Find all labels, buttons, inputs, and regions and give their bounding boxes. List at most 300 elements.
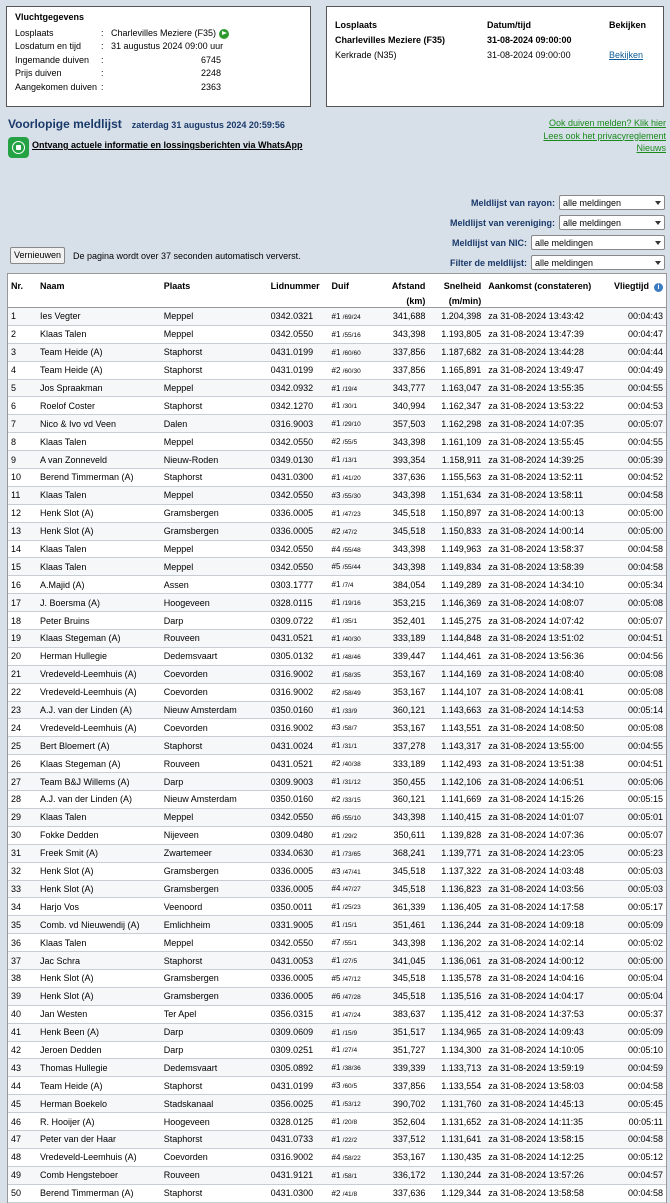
duif-rank: #1: [331, 920, 341, 930]
row-nr: 39: [11, 991, 22, 1002]
row-duif: [332, 884, 382, 893]
row-aankomst: za 31-08-2024 14:23:05: [488, 848, 584, 859]
row-snelheid: 1.149,963: [441, 544, 482, 555]
row-afstand: 345,518: [392, 973, 426, 984]
row-snelheid: 1.165,891: [441, 365, 482, 376]
row-duif: [332, 634, 382, 643]
row-vliegtijd: 00:04:58: [627, 1188, 663, 1199]
table-row: [8, 988, 666, 1006]
row-duif: [332, 437, 382, 446]
table-row: [8, 415, 666, 433]
row-lidnummer: 0305.0892: [270, 1062, 314, 1073]
row-nr: 25: [11, 740, 22, 751]
row-naam: Team Heide (A): [39, 365, 103, 376]
row-aankomst: za 31-08-2024 14:10:05: [488, 1044, 584, 1055]
row-afstand: 343,398: [392, 436, 426, 447]
row-aankomst: za 31-08-2024 13:49:47: [488, 365, 584, 376]
row-aankomst: za 31-08-2024 13:58:11: [488, 490, 584, 501]
row-vliegtijd: 00:04:47: [627, 329, 663, 340]
row-snelheid: 1.150,833: [441, 526, 482, 537]
duif-rank: #1: [331, 1170, 341, 1180]
row-lidnummer: 0303.1777: [270, 579, 314, 590]
col-afstand-unit: (km): [406, 296, 426, 306]
flight-info-row: Aangekomen duiven : 2363: [15, 81, 221, 92]
row-aankomst: za 31-08-2024 14:00:14: [488, 526, 584, 537]
row-snelheid: 1.139,828: [441, 830, 482, 841]
row-naam: Freek Smit (A): [39, 848, 98, 859]
row-lidnummer: 0350.0011: [270, 901, 313, 912]
col-snelheid[interactable]: [425, 274, 481, 307]
duif-detail: /55/1: [342, 940, 358, 948]
page-title-text: Voorlopige meldlijst: [8, 117, 122, 131]
row-nr: 20: [11, 651, 22, 662]
row-plaats: Darp: [163, 1044, 184, 1055]
row-plaats: Stadskanaal: [163, 1098, 214, 1109]
table-row: [8, 1185, 666, 1203]
table-row: [8, 1077, 666, 1095]
row-aankomst: za 31-08-2024 13:55:35: [488, 383, 584, 393]
row-duif: [332, 419, 382, 428]
row-nr: 24: [11, 722, 22, 733]
label: Ingemande duiven: [15, 54, 90, 65]
row-aankomst: za 31-08-2024 14:00:13: [488, 508, 584, 519]
row-afstand: 341,688: [392, 311, 426, 322]
row-naam: Klaas Talen: [39, 436, 87, 447]
duif-rank: #2: [331, 759, 341, 769]
row-aankomst: za 31-08-2024 14:01:07: [488, 812, 584, 823]
whatsapp-icon[interactable]: [8, 137, 29, 158]
row-aankomst: za 31-08-2024 13:43:42: [488, 311, 584, 322]
row-plaats: Staphorst: [163, 955, 203, 966]
row-plaats: Gramsbergen: [163, 508, 219, 519]
duif-rank: #1: [331, 311, 341, 321]
row-plaats: Coevorden: [163, 722, 208, 733]
row-snelheid: 1.143,551: [441, 722, 482, 733]
row-vliegtijd: 00:04:56: [627, 651, 663, 662]
row-snelheid: 1.131,641: [441, 1134, 482, 1145]
value: 6745: [200, 54, 221, 65]
row-aankomst: za 31-08-2024 13:51:02: [488, 633, 584, 644]
row-snelheid: 1.155,563: [441, 472, 482, 483]
row-naam: Herman Hullegie: [39, 651, 107, 662]
row-aankomst: za 31-08-2024 14:03:48: [488, 866, 584, 877]
table-row: [8, 362, 666, 380]
row-aankomst: za 31-08-2024 14:08:40: [488, 669, 584, 680]
duif-rank: #2: [331, 687, 341, 697]
row-nr: 3: [11, 347, 17, 358]
label: Prijs duiven: [15, 68, 62, 79]
row-nr: 8: [11, 436, 17, 447]
row-lidnummer: 0316.9002: [270, 669, 314, 680]
table-row: [8, 558, 666, 576]
info-icon[interactable]: i: [654, 283, 663, 292]
row-duif: [332, 902, 382, 911]
table-row: [8, 666, 666, 684]
duif-detail: /22/2: [342, 1136, 358, 1144]
row-plaats: Darp: [163, 615, 184, 626]
row-afstand: 393,354: [392, 454, 426, 465]
duif-rank: #4: [331, 884, 341, 894]
table-row: [8, 451, 666, 469]
row-lidnummer: 0350.0160: [270, 794, 314, 805]
row-lidnummer: 0336.0005: [270, 883, 314, 894]
duif-detail: /31/12: [342, 779, 361, 787]
row-duif: [332, 813, 382, 822]
row-plaats: Meppel: [163, 561, 194, 572]
col-vliegtijd-label: Vliegtijd: [613, 281, 649, 291]
results-table: [7, 273, 667, 1203]
row-plaats: Nieuw-Roden: [163, 454, 219, 465]
row-naam: Vredeveld-Leemhuis (A): [39, 1152, 137, 1163]
row-naam: Klaas Talen: [39, 561, 87, 572]
row-lidnummer: 0342.0550: [270, 812, 314, 823]
row-vliegtijd: 00:04:58: [627, 490, 663, 501]
row-vliegtijd: 00:04:57: [627, 1170, 663, 1181]
row-afstand: 337,856: [392, 365, 426, 376]
table-row: [8, 791, 666, 809]
row-nr: 46: [11, 1116, 22, 1127]
privacy-link[interactable]: Lees ook het privacyreglement: [543, 130, 666, 141]
view-link[interactable]: Bekijken: [609, 49, 644, 60]
row-aankomst: za 31-08-2024 14:03:56: [488, 883, 584, 894]
go-arrow-icon[interactable]: [219, 29, 229, 39]
duif-detail: /27/5: [342, 958, 358, 965]
row-nr: 36: [11, 937, 22, 948]
row-duif: [332, 795, 382, 804]
row-nr: 13: [11, 526, 22, 537]
row-lidnummer: 0316.9002: [270, 722, 314, 733]
col-nr[interactable]: Nr.: [11, 281, 24, 291]
row-nr: 10: [11, 472, 22, 483]
duif-rank: #1: [331, 508, 341, 518]
row-snelheid: 1.131,652: [441, 1116, 482, 1127]
duif-rank: #4: [331, 1152, 341, 1162]
row-vliegtijd: 00:05:08: [627, 597, 663, 608]
row-duif: [332, 545, 382, 554]
duif-detail: /60/30: [342, 367, 361, 375]
col-aankomst[interactable]: Aankomst (constateren): [488, 281, 592, 291]
label: Aangekomen duiven: [15, 81, 98, 92]
row-snelheid: 1.137,322: [441, 866, 482, 877]
col-afstand[interactable]: [381, 274, 425, 307]
row-nr: 18: [11, 615, 22, 626]
table-row: [8, 773, 666, 791]
row-naam: Vredeveld-Leemhuis (A): [39, 687, 137, 698]
vereniging-select[interactable]: [559, 215, 665, 230]
row-aankomst: za 31-08-2024 13:57:26: [488, 1170, 584, 1181]
meldlijst-select[interactable]: [531, 255, 665, 270]
row-plaats: Veenoord: [163, 901, 203, 912]
row-afstand: 341,045: [392, 955, 426, 966]
row-afstand: 361,339: [392, 901, 426, 912]
row-lidnummer: 0342.0550: [270, 937, 314, 948]
row-afstand: 351,461: [392, 919, 426, 930]
row-aankomst: za 31-08-2024 13:58:03: [488, 1080, 584, 1091]
row-afstand: 352,604: [392, 1116, 426, 1127]
top-right-links: [543, 117, 666, 155]
row-aankomst: za 31-08-2024 14:09:18: [488, 919, 584, 930]
col-plaats[interactable]: Plaats: [163, 281, 191, 291]
row-plaats: Gramsbergen: [163, 883, 219, 894]
row-plaats: Meppel: [163, 812, 194, 823]
row-nr: 23: [11, 705, 22, 716]
chevron-down-icon: [655, 221, 661, 225]
row-vliegtijd: 00:05:09: [627, 919, 663, 930]
release-site-row: [335, 47, 655, 62]
table-row: [8, 397, 666, 415]
duif-rank: #4: [331, 544, 341, 554]
row-nr: 40: [11, 1009, 22, 1020]
col-vliegtijd[interactable]: [596, 274, 666, 307]
nic-select[interactable]: [531, 235, 665, 250]
row-lidnummer: 0349.0130: [270, 454, 314, 465]
row-duif: [332, 1117, 382, 1126]
row-lidnummer: 0342.0550: [270, 436, 314, 447]
row-naam: Henk Slot (A): [39, 883, 94, 894]
row-vliegtijd: 00:04:44: [627, 347, 663, 358]
row-lidnummer: 0431.0733: [270, 1134, 314, 1145]
filter-label: Meldlijst van rayon:: [470, 197, 555, 208]
flight-info-row: Losplaats : Charlevilles Meziere (F35): [15, 26, 310, 40]
row-nr: 30: [11, 830, 22, 841]
duif-detail: /60/5: [342, 1083, 358, 1091]
row-naam: Team Heide (A): [39, 347, 103, 358]
duif-detail: /35/1: [342, 618, 358, 626]
table-row: [8, 1006, 666, 1024]
table-row: [8, 916, 666, 934]
row-vliegtijd: 00:05:07: [627, 615, 663, 626]
label: Losplaats: [15, 27, 54, 38]
duif-detail: /73/65: [342, 850, 361, 858]
row-plaats: Coevorden: [163, 687, 208, 698]
row-nr: 43: [11, 1062, 22, 1073]
row-afstand: 337,636: [392, 1188, 426, 1199]
row-aankomst: za 31-08-2024 14:04:16: [488, 973, 584, 984]
row-lidnummer: 0336.0005: [270, 991, 314, 1002]
row-duif: [332, 759, 382, 768]
row-duif: [332, 1189, 382, 1198]
duif-detail: /30/1: [342, 403, 358, 411]
duif-detail: /47/41: [342, 868, 361, 876]
col-naam[interactable]: Naam: [39, 281, 65, 291]
row-plaats: Ter Apel: [163, 1009, 197, 1020]
duif-detail: /60/60: [342, 349, 361, 357]
duif-rank: #1: [331, 401, 341, 411]
row-afstand: 343,398: [392, 812, 426, 823]
duif-detail: /40/38: [342, 761, 361, 769]
row-naam: R. Hooijer (A): [39, 1116, 95, 1127]
row-nr: 26: [11, 758, 22, 769]
row-aankomst: za 31-08-2024 14:34:10: [488, 579, 584, 590]
duif-detail: /41/20: [342, 474, 361, 482]
table-body: [8, 308, 666, 1203]
row-afstand: 345,518: [392, 883, 426, 894]
row-lidnummer: 0342.0550: [270, 329, 314, 340]
row-vliegtijd: 00:05:01: [627, 812, 663, 823]
table-row: [8, 594, 666, 612]
report-pigeons-link[interactable]: Ook duiven melden? Klik hier: [548, 118, 666, 128]
row-nr: 47: [11, 1134, 22, 1145]
whatsapp-banner[interactable]: [8, 137, 303, 158]
row-nr: 50: [11, 1188, 22, 1199]
row-duif: [332, 723, 382, 732]
row-duif: [332, 401, 382, 410]
duif-rank: #1: [331, 455, 341, 465]
row-snelheid: 1.158,911: [441, 454, 482, 465]
row-vliegtijd: 00:05:04: [627, 991, 663, 1002]
duif-detail: /47/27: [342, 886, 361, 894]
col-duif[interactable]: Duif: [331, 281, 349, 291]
row-plaats: Dedemsvaart: [163, 651, 218, 662]
refresh-button[interactable]: Vernieuwen: [10, 247, 65, 264]
duif-rank: #6: [331, 812, 341, 822]
row-plaats: Staphorst: [163, 365, 203, 376]
row-naam: Harjo Vos: [39, 901, 79, 912]
row-lidnummer: 0431.0199: [270, 1080, 314, 1091]
row-naam: Bert Bloemert (A): [39, 740, 110, 751]
row-naam: Comb Hengsteboer: [39, 1170, 118, 1181]
duif-detail: /29/10: [342, 421, 361, 429]
table-row: [8, 684, 666, 702]
row-nr: 35: [11, 919, 22, 930]
row-aankomst: za 31-08-2024 13:51:38: [488, 758, 584, 769]
news-link[interactable]: Nieuws: [636, 143, 666, 153]
row-plaats: Darp: [163, 776, 184, 787]
row-plaats: Meppel: [163, 937, 194, 948]
duif-rank: #3: [331, 1081, 341, 1091]
row-nr: 7: [11, 418, 17, 429]
duif-detail: /47/23: [342, 510, 361, 518]
row-afstand: 353,215: [392, 597, 426, 608]
row-afstand: 357,503: [392, 418, 426, 429]
row-afstand: 353,167: [392, 1152, 426, 1163]
row-plaats: Zwartemeer: [163, 848, 212, 859]
row-duif: [332, 580, 382, 589]
row-lidnummer: 0328.0125: [270, 1116, 314, 1127]
flight-info-row: Prijs duiven : 2248: [15, 68, 221, 79]
row-afstand: 390,702: [392, 1098, 426, 1109]
row-vliegtijd: 00:05:17: [627, 901, 663, 912]
row-plaats: Hoogeveen: [163, 1116, 210, 1127]
row-snelheid: 1.142,493: [441, 758, 482, 769]
row-afstand: 345,518: [392, 991, 426, 1002]
row-lidnummer: 0431.0199: [270, 347, 314, 358]
col-lidnummer[interactable]: Lidnummer: [270, 281, 320, 291]
row-naam: Henk Slot (A): [39, 526, 94, 537]
row-afstand: 336,172: [392, 1170, 426, 1181]
duif-rank: #1: [331, 705, 341, 715]
row-lidnummer: 0336.0005: [270, 866, 314, 877]
table-row: [8, 1113, 666, 1131]
row-nr: 44: [11, 1080, 22, 1091]
col-afstand-label: Afstand: [391, 281, 426, 291]
row-vliegtijd: 00:04:43: [627, 311, 663, 322]
row-nr: 11: [11, 490, 21, 501]
row-naam: Jeroen Dedden: [39, 1044, 102, 1055]
row-afstand: 343,398: [392, 490, 426, 501]
row-vliegtijd: 00:05:08: [627, 687, 663, 698]
row-aankomst: za 31-08-2024 14:07:35: [488, 418, 584, 429]
row-snelheid: 1.144,848: [441, 633, 482, 644]
value: 2363: [200, 81, 221, 92]
release-sites-header: [335, 17, 655, 32]
row-duif: [332, 1171, 382, 1180]
row-plaats: Hoogeveen: [163, 597, 210, 608]
duif-detail: /31/1: [342, 743, 358, 751]
row-vliegtijd: 00:05:06: [627, 776, 663, 787]
filter-nic: [452, 235, 665, 250]
row-vliegtijd: 00:04:51: [627, 633, 663, 644]
row-aankomst: za 31-08-2024 14:00:12: [488, 955, 584, 966]
row-aankomst: za 31-08-2024 14:06:51: [488, 776, 584, 787]
duif-rank: #1: [331, 329, 341, 339]
row-plaats: Gramsbergen: [163, 526, 219, 537]
row-vliegtijd: 00:04:58: [627, 561, 663, 572]
duif-rank: #1: [331, 848, 341, 858]
duif-rank: #1: [331, 1027, 341, 1037]
row-lidnummer: 0331.9005: [270, 919, 314, 930]
flight-info-row: Ingemande duiven : 6745: [15, 54, 221, 65]
row-vliegtijd: 00:05:04: [627, 973, 663, 984]
row-afstand: 333,189: [392, 758, 426, 769]
duif-detail: /58/1: [342, 1172, 358, 1180]
duif-detail: /55/30: [342, 492, 361, 500]
row-afstand: 337,278: [392, 740, 426, 751]
row-vliegtijd: 00:05:34: [627, 579, 663, 590]
table-row: [8, 308, 666, 326]
duif-detail: /15/1: [342, 922, 358, 930]
row-duif: [332, 1045, 382, 1054]
row-aankomst: za 31-08-2024 13:44:28: [488, 347, 584, 358]
duif-detail: /27/4: [342, 1047, 358, 1055]
duif-detail: /38/36: [342, 1065, 361, 1073]
refresh-countdown: De pagina wordt over 37 seconden automatisch ververst.: [73, 251, 301, 261]
duif-rank: #3: [331, 866, 341, 876]
row-duif: [332, 1099, 382, 1108]
row-duif: [332, 867, 382, 876]
duif-rank: #1: [331, 616, 341, 626]
duif-rank: #1: [331, 1117, 341, 1127]
duif-rank: #1: [331, 902, 341, 912]
row-naam: Klaas Talen: [39, 812, 87, 823]
row-lidnummer: 0305.0132: [270, 651, 314, 662]
table-row: [8, 487, 666, 505]
row-duif: [332, 1063, 382, 1072]
row-aankomst: za 31-08-2024 14:15:26: [488, 794, 584, 805]
row-plaats: Meppel: [163, 311, 194, 322]
row-lidnummer: 0342.0932: [270, 383, 314, 393]
row-lidnummer: 0309.9003: [270, 776, 314, 787]
row-plaats: Dedemsvaart: [163, 1062, 218, 1073]
row-duif: [332, 992, 382, 1001]
row-naam: A van Zonneveld: [39, 454, 108, 465]
row-afstand: 343,777: [392, 383, 426, 393]
row-aankomst: za 31-08-2024 13:47:39: [488, 329, 584, 340]
row-snelheid: 1.142,106: [441, 776, 482, 787]
duif-detail: /55/48: [342, 546, 361, 554]
row-aankomst: za 31-08-2024 14:07:42: [488, 615, 584, 626]
release-sites-panel: [326, 6, 664, 107]
whatsapp-link[interactable]: Ontvang actuele informatie en lossingsberichten via WhatsApp: [32, 140, 303, 150]
row-naam: A.J. van der Linden (A): [39, 705, 133, 716]
row-vliegtijd: 00:04:52: [627, 472, 663, 483]
duif-detail: /19/16: [342, 600, 361, 608]
duif-rank: #1: [331, 419, 341, 429]
rayon-select[interactable]: [559, 195, 665, 210]
duif-detail: /33/15: [342, 796, 361, 804]
row-afstand: 345,518: [392, 866, 426, 877]
row-nr: 2: [11, 329, 17, 340]
